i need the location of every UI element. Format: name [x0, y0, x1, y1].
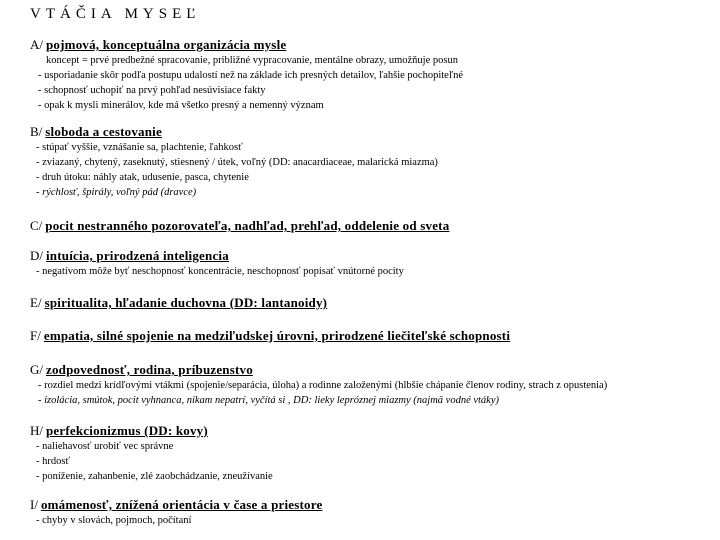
section-letter: B/ — [30, 124, 43, 139]
section-line: - poníženie, zahanbenie, zlé zaobchádzanie, zneužívanie — [36, 471, 273, 482]
section-heading — [30, 362, 718, 378]
section-line: - stúpať vyššie, vznášanie sa, plachtenie, ľahkosť — [36, 142, 243, 153]
section-line: - usporiadanie skôr podľa postupu udalostí než na základe ich presných detailov, ľahšie pochopiteľné — [38, 70, 463, 81]
section-heading — [30, 423, 718, 439]
section-letter: F/ — [30, 328, 41, 343]
section-line: - schopnosť uchopiť na prvý pohľad nesúvisiace fakty — [38, 85, 266, 96]
section-heading — [30, 497, 718, 513]
section-title: spiritualita, hľadanie duchovna (DD: lantanoidy) — [44, 295, 328, 310]
section-line: - zviazaný, chytený, zaseknutý, stiesnený / útek, voľný (DD: anacardiaceae, malarická miazma) — [36, 157, 438, 168]
section-line: - naliehavosť urobiť vec správne — [36, 441, 174, 452]
section-letter: I/ — [30, 497, 38, 512]
section-heading — [30, 37, 718, 53]
section-f — [30, 328, 718, 344]
section-line: - rýchlosť, špirály, voľný pád (dravce) — [36, 187, 197, 198]
section-letter: D/ — [30, 248, 43, 263]
section-letter: C/ — [30, 218, 43, 233]
section-heading — [30, 248, 718, 264]
section-h — [30, 423, 718, 484]
section-line: - opak k mysli minerálov, kde má všetko presný a nemenný význam — [38, 100, 324, 111]
section-heading — [30, 295, 718, 311]
section-line: - izolácia, smútok, pocit vyhnanca, nikam nepatrí, vyčítá si , DD: lieky lepróznej miazmy (najmä vodné vtáky) — [38, 395, 500, 406]
section-title: empatia, silné spojenie na medziľudskej úrovni, prirodzené liečiteľské schopnosti — [43, 328, 511, 343]
section-c — [30, 218, 718, 234]
section-title: intuícia, prirodzená inteligencia — [46, 248, 229, 263]
section-letter: A/ — [30, 37, 43, 52]
section-letter: G/ — [30, 362, 43, 377]
section-a — [30, 37, 718, 113]
section-letter: E/ — [30, 295, 42, 310]
section-heading — [30, 218, 718, 234]
section-e — [30, 295, 718, 311]
section-line: - hrdosť — [36, 456, 70, 467]
section-heading — [30, 328, 718, 344]
section-line: - negatívom môže byť neschopnosť koncentrácie, neschopnosť popísať vnútorné pocity — [36, 266, 404, 277]
section-line: - rozdiel medzi krídľovými vtákmi (spojenie/separácia, úloha) a rodinne založenými (hlbšie chápanie členov rodiny, strach z opustenia) — [38, 380, 608, 391]
document-title: VTÁČIA MYSEĽ — [30, 6, 201, 22]
section-g — [30, 362, 718, 408]
section-line: - chyby v slovách, pojmoch, počítaní — [36, 515, 192, 526]
section-title: pocit nestranného pozorovateľa, nadhľad, prehľad, oddelenie od sveta — [45, 218, 450, 233]
section-title: zodpovednosť, rodina, príbuzenstvo — [46, 362, 253, 377]
section-line: - druh útoku: náhly atak, udusenie, pasca, chytenie — [36, 172, 249, 183]
section-i — [30, 497, 718, 528]
section-d — [30, 248, 718, 279]
section-heading — [30, 124, 718, 140]
section-title: sloboda a cestovanie — [45, 124, 162, 139]
section-letter: H/ — [30, 423, 43, 438]
section-title: omámenosť, znížená orientácia v čase a priestore — [40, 497, 323, 512]
section-b — [30, 124, 718, 200]
section-title: pojmová, konceptuálna organizácia mysle — [46, 37, 287, 52]
section-line: koncept = prvé predbežné spracovanie, približné vypracovanie, mentálne obrazy, umožňuje posun — [46, 55, 458, 66]
section-title: perfekcionizmus (DD: kovy) — [46, 423, 208, 438]
